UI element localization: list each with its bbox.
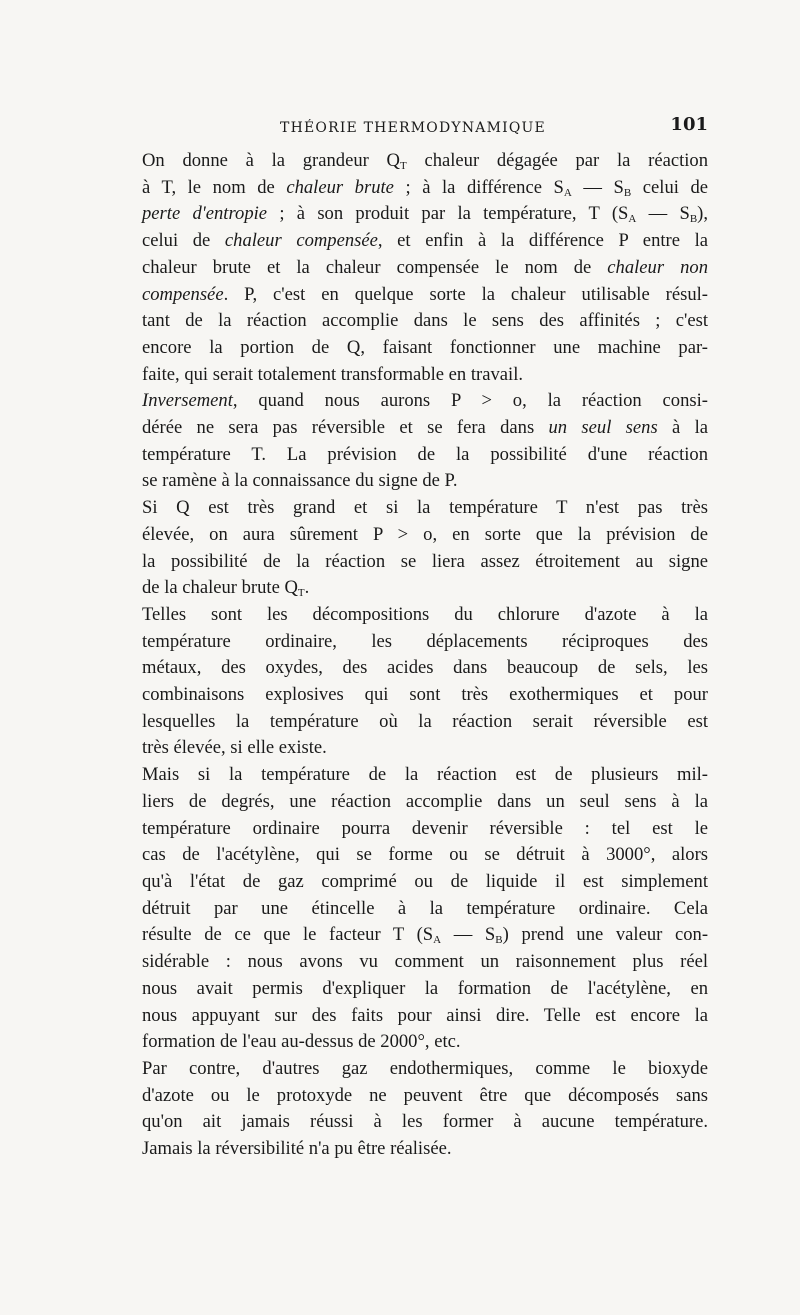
text-line: Inversement, quand nous aurons P > o, la réaction consi- bbox=[142, 390, 708, 412]
text-line: dérée ne sera pas réversible et se fera dans un seul sens à la bbox=[142, 417, 708, 439]
text-line: faite, qui serait totalement transformable en travail. bbox=[142, 363, 524, 385]
text-line: température ordinaire pourra devenir réversible : tel est le bbox=[142, 817, 708, 839]
text-line: combinaisons explosives qui sont très exothermiques et pour bbox=[142, 684, 708, 706]
text-line: celui de chaleur compensée, et enfin à la différence P entre la bbox=[142, 230, 709, 252]
text-line: Telles sont les décompositions du chlorure d'azote à la bbox=[142, 603, 708, 625]
text-line: Par contre, d'autres gaz endothermiques, comme le bioxyde bbox=[142, 1057, 708, 1079]
text-line: On donne à la grandeur $Q_T$ chaleur dégagée par la réaction bbox=[142, 150, 708, 172]
page-number: 101 bbox=[670, 114, 708, 135]
text-line: la possibilité de la réaction se liera assez étroitement au signe bbox=[142, 550, 708, 572]
text-line: se ramène à la connaissance du signe de P. bbox=[142, 470, 458, 492]
running-head bbox=[118, 114, 708, 144]
text-line: chaleur brute et la chaleur compensée le nom de chaleur non bbox=[142, 256, 708, 278]
text-line: encore la portion de Q, faisant fonctionner une machine par- bbox=[142, 336, 708, 358]
text-line: à T, le nom de chaleur brute ; à la différence $S_A$ — $S_B$ celui de bbox=[142, 176, 709, 199]
text-line: cas de l'acétylène, qui se forme ou se détruit à 3000°, alors bbox=[142, 844, 708, 866]
text-line: qu'à l'état de gaz comprimé ou de liquide il est simplement bbox=[142, 870, 708, 892]
text-line: sidérable : nous avons vu comment un raisonnement plus réel bbox=[142, 951, 708, 973]
running-title: THÉORIE THERMODYNAMIQUE bbox=[280, 120, 546, 136]
text-line: d'azote ou le protoxyde ne peuvent être que décomposés sans bbox=[142, 1084, 708, 1106]
paragraph bbox=[118, 602, 708, 762]
paragraph bbox=[118, 148, 708, 388]
text-line: nous avait permis d'expliquer la formation de l'acétylène, en bbox=[142, 977, 708, 999]
text-line: tant de la réaction accomplie dans le sens des affinités ; c'est bbox=[142, 310, 708, 332]
paragraph bbox=[118, 1056, 708, 1163]
text-line: température T. La prévision de la possibilité d'une réaction bbox=[142, 443, 708, 465]
text-line: très élevée, si elle existe. bbox=[142, 737, 327, 759]
text-line: résulte de ce que le facteur T ($S_A$ — $S_B$) prend une valeur con- bbox=[142, 924, 709, 947]
text-line: nous appuyant sur des faits pour ainsi dire. Telle est encore la bbox=[142, 1004, 708, 1026]
text-line: élevée, on aura sûrement P > o, en sorte que la prévision de bbox=[142, 523, 708, 545]
text-line: température ordinaire, les déplacements réciproques des bbox=[142, 630, 708, 652]
paragraph bbox=[118, 388, 708, 495]
text-line: métaux, des oxydes, des acides dans beaucoup de sels, les bbox=[142, 657, 708, 679]
text-line: liers de degrés, une réaction accomplie dans un seul sens à la bbox=[142, 790, 708, 812]
paragraph bbox=[118, 762, 708, 1056]
text-line: compensée. P, c'est en quelque sorte la chaleur utilisable résul- bbox=[142, 283, 708, 305]
paragraph bbox=[118, 495, 708, 602]
text-line: perte d'entropie ; à son produit par la température, T ($S_A$ — $S_B$), bbox=[142, 203, 709, 226]
text-line: Mais si la température de la réaction est de plusieurs mil- bbox=[142, 764, 708, 786]
text-line: Jamais la réversibilité n'a pu être réalisée. bbox=[142, 1138, 452, 1160]
text-line: Si Q est très grand et si la température T n'est pas très bbox=[142, 497, 708, 519]
body-text bbox=[118, 148, 708, 1163]
text-line: formation de l'eau au-dessus de 2000°, etc. bbox=[142, 1031, 461, 1053]
text-line: lesquelles la température où la réaction serait réversible est bbox=[142, 710, 708, 732]
text-line: détruit par une étincelle à la température ordinaire. Cela bbox=[142, 897, 708, 919]
text-line: de la chaleur brute $Q_T$. bbox=[142, 577, 310, 600]
text-line: qu'on ait jamais réussi à les former à aucune température. bbox=[142, 1111, 708, 1133]
